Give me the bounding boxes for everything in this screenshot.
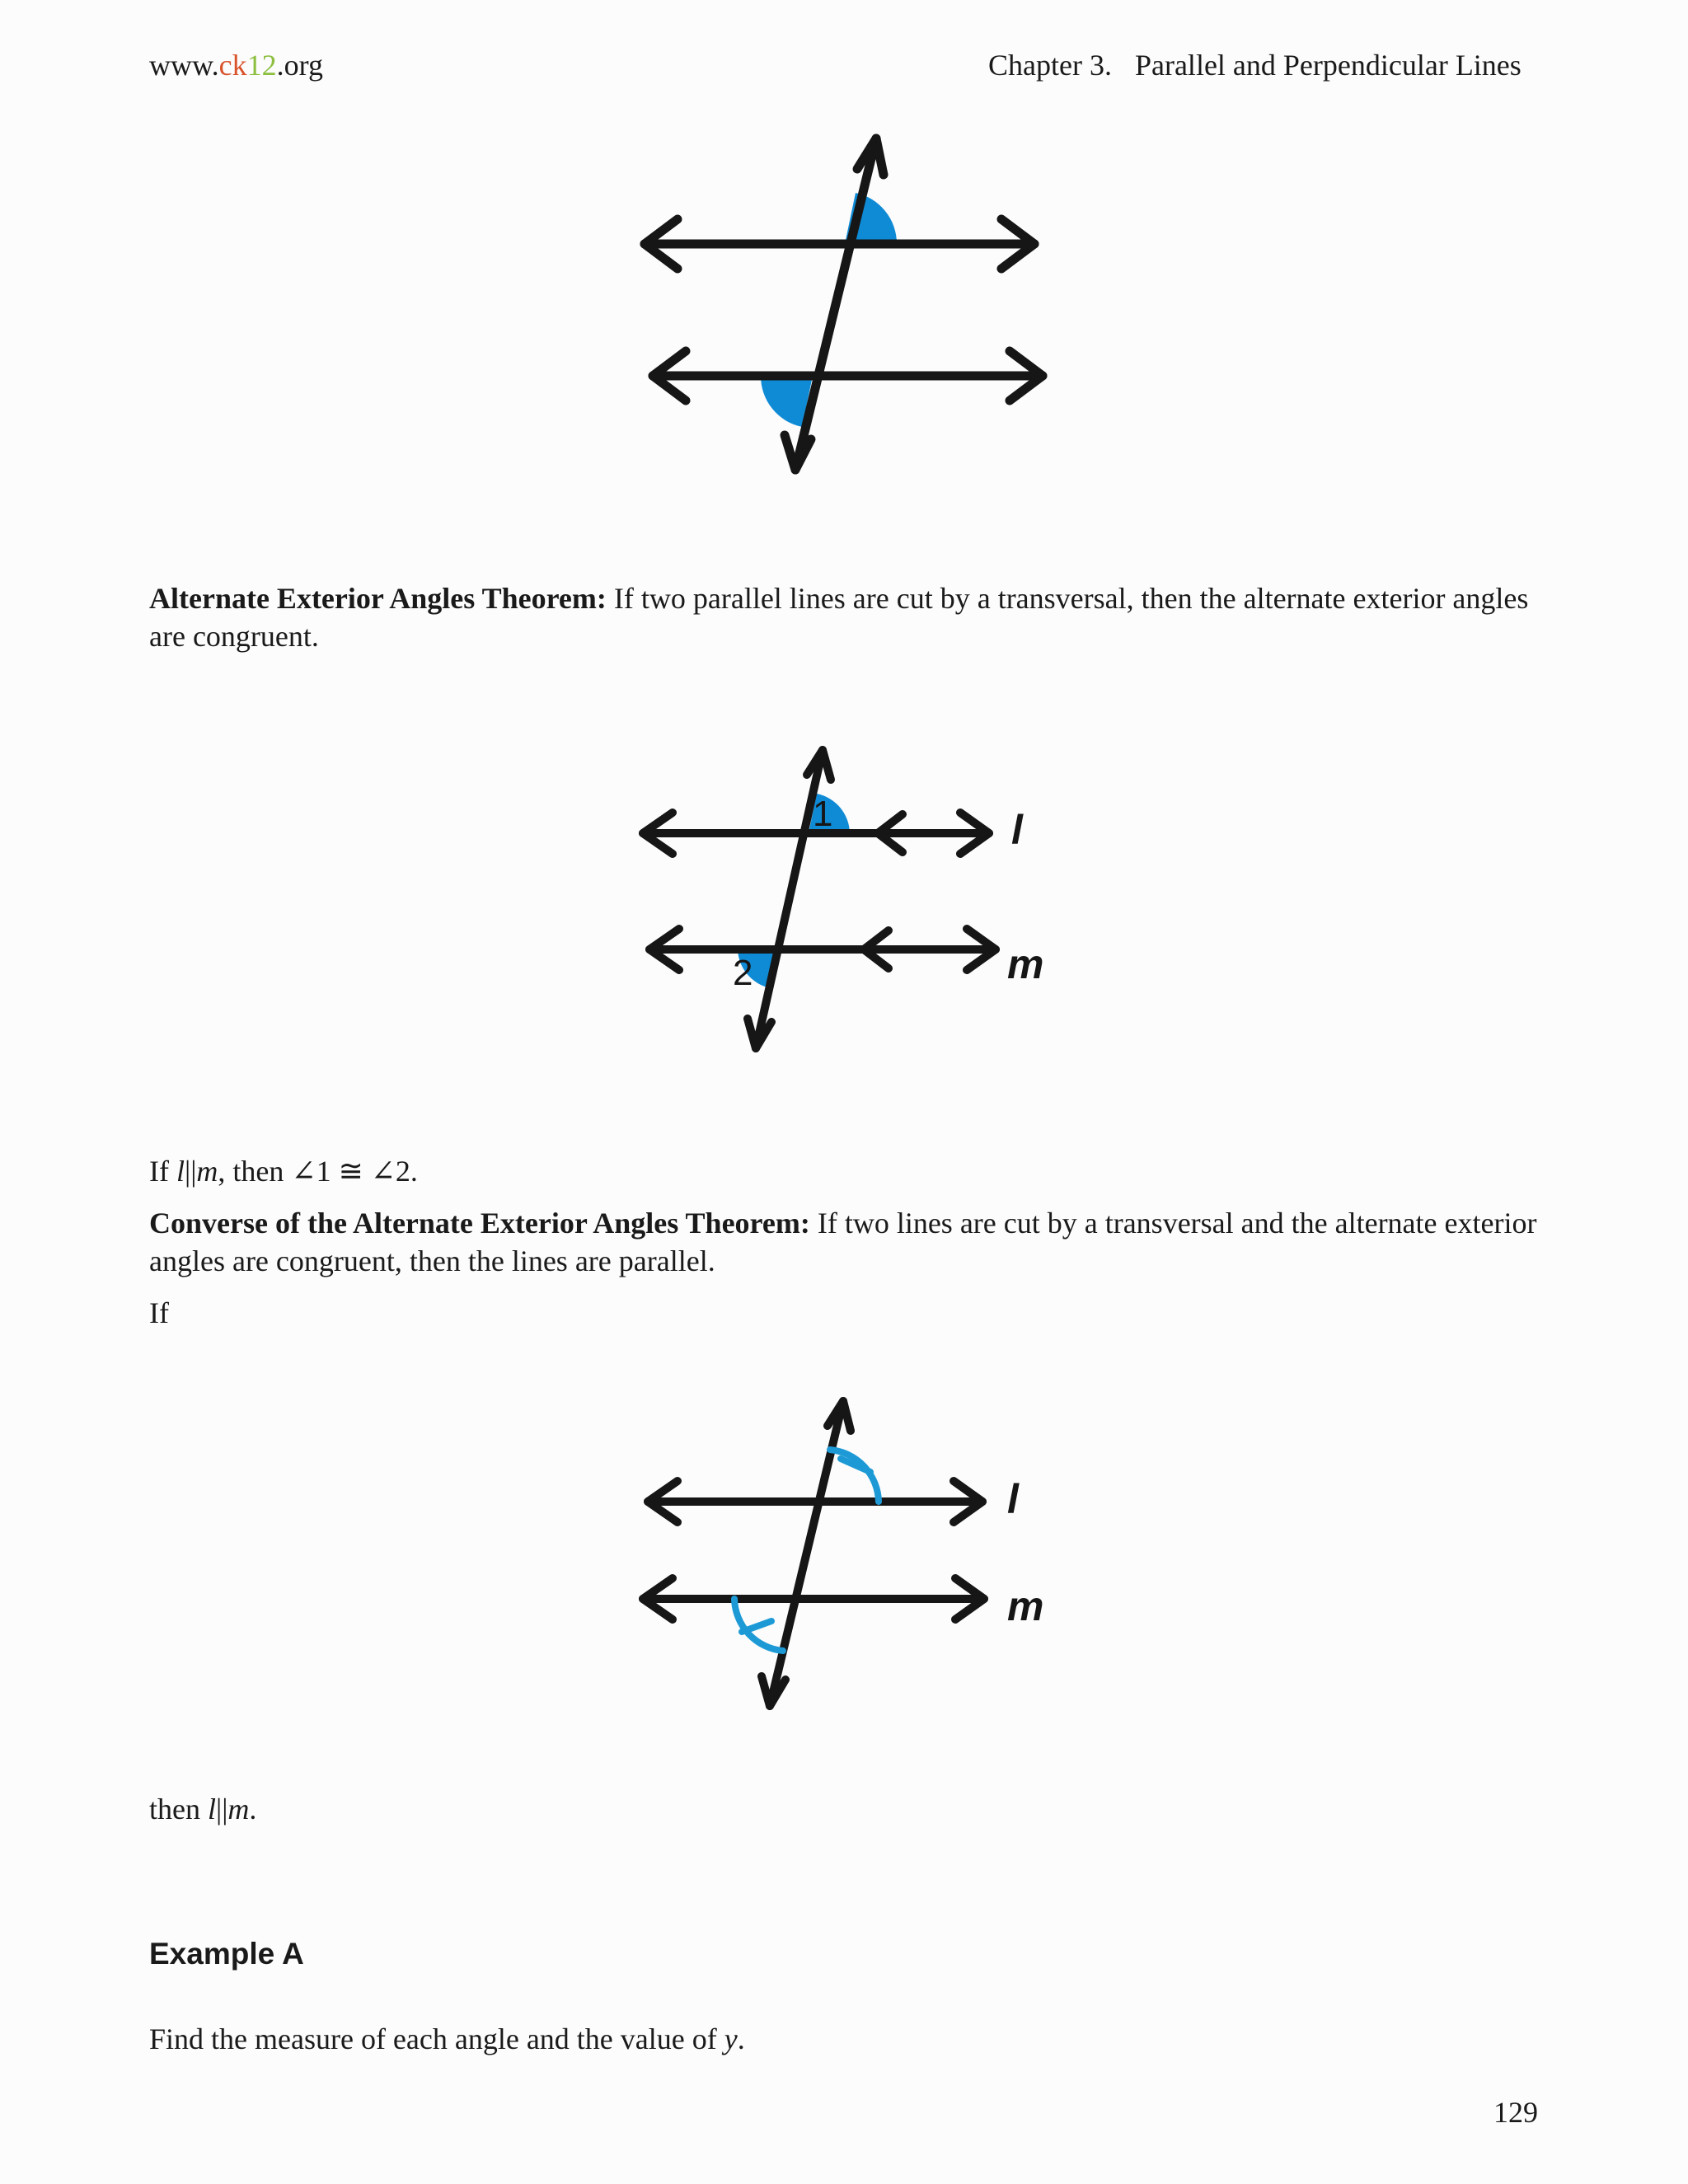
statement-then: , then	[218, 1155, 292, 1188]
var-y: y	[724, 2022, 738, 2055]
parallel-symbol: ||	[216, 1793, 228, 1825]
angle-top-arc	[830, 1450, 879, 1502]
statement-if: If	[149, 1155, 176, 1188]
then-parallel-line	[149, 1790, 1542, 1828]
prompt-end: .	[737, 2022, 745, 2055]
parallel-symbol: ||	[185, 1155, 197, 1188]
var-m: m	[196, 1155, 218, 1188]
var-l: l	[176, 1155, 185, 1188]
site-url-suffix: .org	[276, 49, 323, 82]
chapter-number: Chapter 3.	[988, 49, 1112, 82]
var-m: m	[227, 1793, 250, 1825]
line-l-label: l	[1011, 807, 1023, 853]
prompt-start: Find the measure of each angle and the value of	[149, 2022, 724, 2055]
transversal-line	[795, 138, 876, 470]
converse-paragraph	[149, 1204, 1542, 1280]
example-heading: Example A	[149, 1937, 304, 1971]
statement-if-parallel	[149, 1152, 1542, 1190]
period: .	[249, 1793, 257, 1825]
line-m-label: m	[1007, 941, 1044, 987]
example-prompt	[149, 2020, 1542, 2058]
angle-1-label: 1	[813, 794, 833, 834]
site-url-ck: ck	[218, 49, 247, 82]
running-header	[988, 48, 1532, 82]
theorem-paragraph	[149, 579, 1542, 655]
site-url-12: 12	[246, 49, 277, 82]
theorem-body: If two parallel lines are cut by a transversal, then the alternate exterior angles are congruent.	[149, 582, 1529, 653]
figure-converse-congruent-angles	[626, 1385, 1071, 1722]
if-line: If	[149, 1296, 169, 1329]
theorem-title: Alternate Exterior Angles Theorem:	[149, 582, 607, 615]
site-url[interactable]	[149, 48, 323, 82]
var-l: l	[207, 1793, 216, 1825]
angle-2-label: 2	[733, 953, 753, 993]
page-number: 129	[1493, 2096, 1538, 2129]
line-l-label: l	[1007, 1476, 1019, 1522]
line-m-label: m	[1007, 1583, 1044, 1629]
converse-title: Converse of the Alternate Exterior Angles Theorem:	[149, 1207, 810, 1240]
chapter-title: Parallel and Perpendicular Lines	[1134, 49, 1522, 82]
site-url-prefix: www.	[149, 49, 219, 82]
figure-alternate-exterior-angles	[626, 124, 1071, 494]
angle-congruence: ∠1 ≅ ∠2.	[291, 1155, 418, 1188]
converse-body: If two lines are cut by a transversal and the alternate exterior angles are congruent, then the lines are parallel.	[149, 1207, 1537, 1277]
figure-angles-1-and-2	[626, 733, 1071, 1063]
then-word: then	[149, 1793, 208, 1825]
